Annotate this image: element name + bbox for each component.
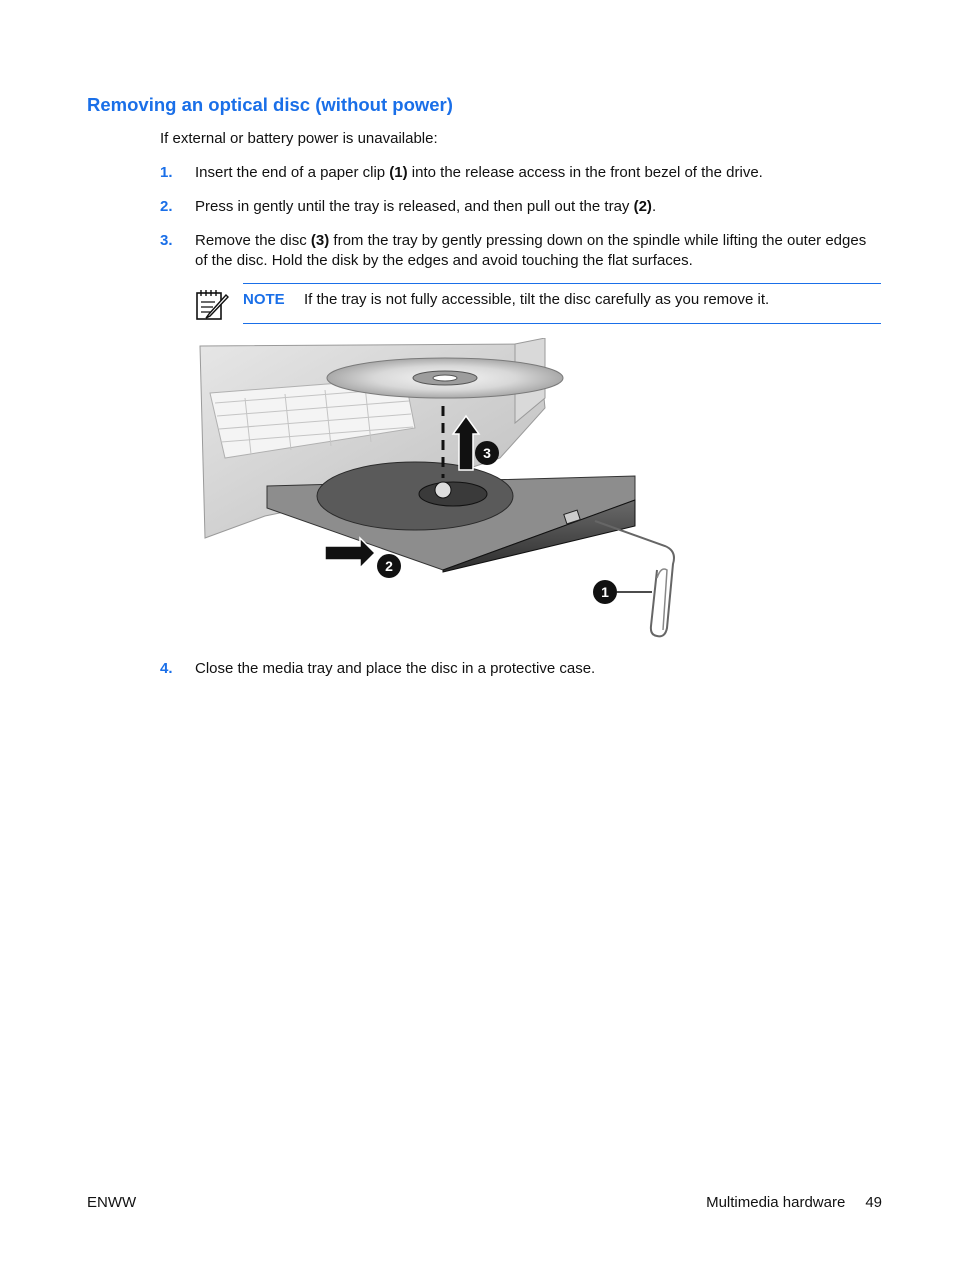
paper-clip-inner-loop	[657, 569, 667, 630]
callout-1-label: 1	[601, 584, 609, 600]
step-text: Close the media tray and place the disc in a protective case.	[195, 660, 596, 677]
tray-spindle-mount	[419, 482, 487, 506]
callout-2-label: 2	[385, 558, 393, 574]
step-text: Remove the disc (3) from the tray by gently pressing down on the spindle while lifting the outer edges of the disc. Hold the disk by the edges and avoid touching the flat surfaces.	[195, 232, 867, 269]
paper-clip	[595, 521, 674, 636]
intro-text: If external or battery power is unavailable:	[160, 130, 438, 147]
note-bottom-rule	[243, 323, 881, 324]
step-number: 1.	[160, 164, 173, 181]
note-text: If the tray is not fully accessible, tilt the disc carefully as you remove it.	[304, 291, 770, 308]
footer-section	[706, 1194, 882, 1211]
step-number: 2.	[160, 198, 173, 215]
section-heading: Removing an optical disc (without power)	[87, 94, 453, 115]
step-item	[160, 231, 882, 270]
disc-center-hole	[433, 375, 457, 381]
step-text: Press in gently until the tray is released, and then pull out the tray (2).	[195, 198, 657, 215]
step-number: 3.	[160, 232, 173, 249]
callout-3-label: 3	[483, 445, 491, 461]
page-number: 49	[865, 1194, 882, 1211]
step-item	[160, 163, 882, 183]
spindle	[435, 482, 451, 498]
note-label: NOTE	[243, 291, 285, 308]
footer-manual-code: ENWW	[87, 1194, 137, 1211]
step-item	[160, 197, 882, 217]
step-number: 4.	[160, 660, 173, 677]
optical-drive-illustration	[195, 338, 685, 640]
note-top-rule	[243, 283, 881, 284]
step-text: Insert the end of a paper clip (1) into the release access in the front bezel of the drive.	[195, 164, 763, 181]
step-item	[160, 659, 882, 679]
note-pad-icon	[195, 287, 229, 321]
footer-section-title: Multimedia hardware	[706, 1194, 846, 1211]
